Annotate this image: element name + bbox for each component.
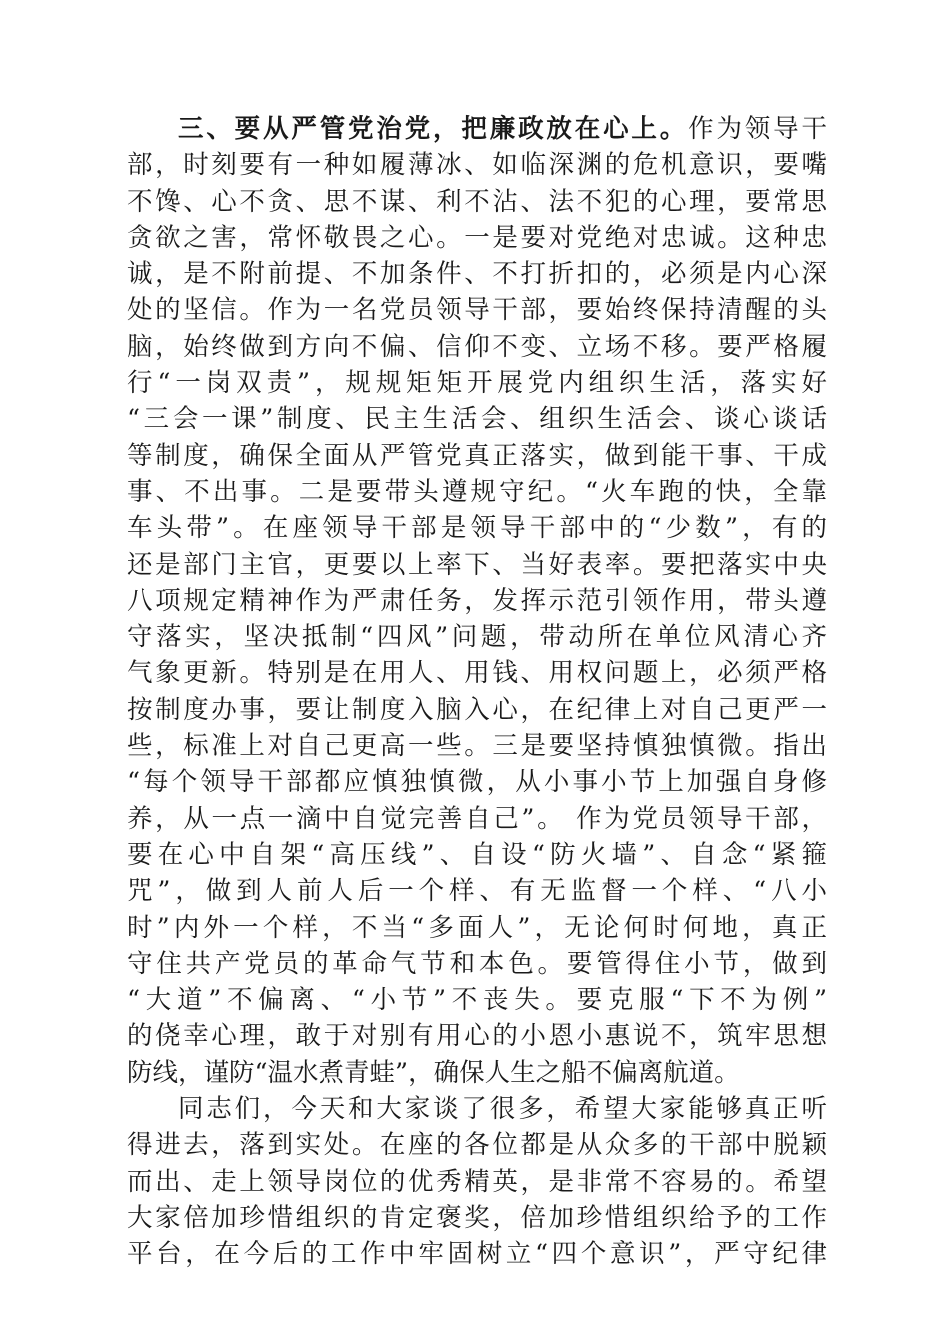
text-line: “每个领导干部都应慎独慎微，从小事小节上加强自身修: [127, 767, 827, 798]
text-line: 防线，谨防“温水煮青蛙”，确保人生之船不偏离航道。: [127, 1057, 740, 1088]
text-line: 诚，是不附前提、不加条件、不打折扣的，必须是内心深: [127, 259, 827, 290]
text-line: 要在心中自架“高压线”、自设“防火墙”、自念“紧箍: [127, 839, 827, 870]
text-line: 贪欲之害，常怀敬畏之心。一是要对党绝对忠诚。这种忠: [127, 222, 827, 253]
text-line: 气象更新。特别是在用人、用钱、用权问题上，必须严格: [127, 658, 827, 689]
text-line: 平台，在今后的工作中牢固树立“四个意识”，严守纪律: [127, 1239, 827, 1270]
text-line: 部，时刻要有一种如履薄冰、如临深渊的危机意识，要嘴: [127, 150, 827, 181]
text-line: 时”内外一个样，不当“多面人”，无论何时何地，真正: [127, 912, 827, 943]
text-line: 处的坚信。作为一名党员领导干部，要始终保持清醒的头: [127, 295, 827, 326]
text-line: 些，标准上对自己更高一些。三是要坚持慎独慎微。指出: [127, 731, 827, 762]
text-run: 作为领导干: [688, 114, 827, 144]
text-line: 的侥幸心理，敢于对别有用心的小恩小惠说不，筑牢思想: [127, 1021, 827, 1052]
text-line: 大家倍加珍惜组织的肯定褒奖，倍加珍惜组织给予的工作: [127, 1202, 827, 1233]
text-line: 事、不出事。二是要带头遵规守纪。“火车跑的快，全靠: [127, 476, 827, 507]
text-line: 车头带”。在座领导干部是领导干部中的“少数”，有的: [127, 513, 827, 544]
text-line: 八项规定精神作为严肃任务，发挥示范引领作用，带头遵: [127, 585, 827, 616]
text-line: 咒”，做到人前人后一个样、有无监督一个样、“八小: [127, 876, 827, 907]
section-heading: 三、要从严管党治党，把廉政放在心上。: [178, 114, 689, 144]
paragraph-2-line-1: 同志们，今天和大家谈了很多，希望大家能够真正听: [178, 1094, 827, 1125]
text-line: 养，从一点一滴中自觉完善自己”。 作为党员领导干部，: [127, 803, 827, 834]
text-line: 脑，始终做到方向不偏、信仰不变、立场不移。要严格履: [127, 331, 827, 362]
text-line: “三会一课”制度、民主生活会、组织生活会、谈心谈话: [127, 404, 827, 435]
body-text: [127, 111, 827, 1273]
text-line: 不馋、心不贪、思不谋、利不沾、法不犯的心理，要常思: [127, 186, 827, 217]
text-line: 行“一岗双责”，规规矩矩开展党内组织生活，落实好: [127, 368, 827, 399]
text-line: 等制度，确保全面从严管党真正落实，做到能干事、干成: [127, 440, 827, 471]
text-line: 得进去，落到实处。在座的各位都是从众多的干部中脱颖: [127, 1130, 827, 1161]
text-line: “大道”不偏离、“小节”不丧失。要克服“下不为例”: [127, 985, 827, 1016]
text-line: 按制度办事，要让制度入脑入心，在纪律上对自己更严一: [127, 694, 827, 725]
text-line: 守落实，坚决抵制“四风”问题，带动所在单位风清心齐: [127, 622, 827, 653]
text-line: 守住共产党员的革命气节和本色。要管得住小节，做到: [127, 948, 827, 979]
text-line: 还是部门主官，更要以上率下、当好表率。要把落实中央: [127, 549, 827, 580]
paragraph-1-line-1: [127, 111, 827, 147]
text-line: 而出、走上领导岗位的优秀精英，是非常不容易的。希望: [127, 1166, 827, 1197]
